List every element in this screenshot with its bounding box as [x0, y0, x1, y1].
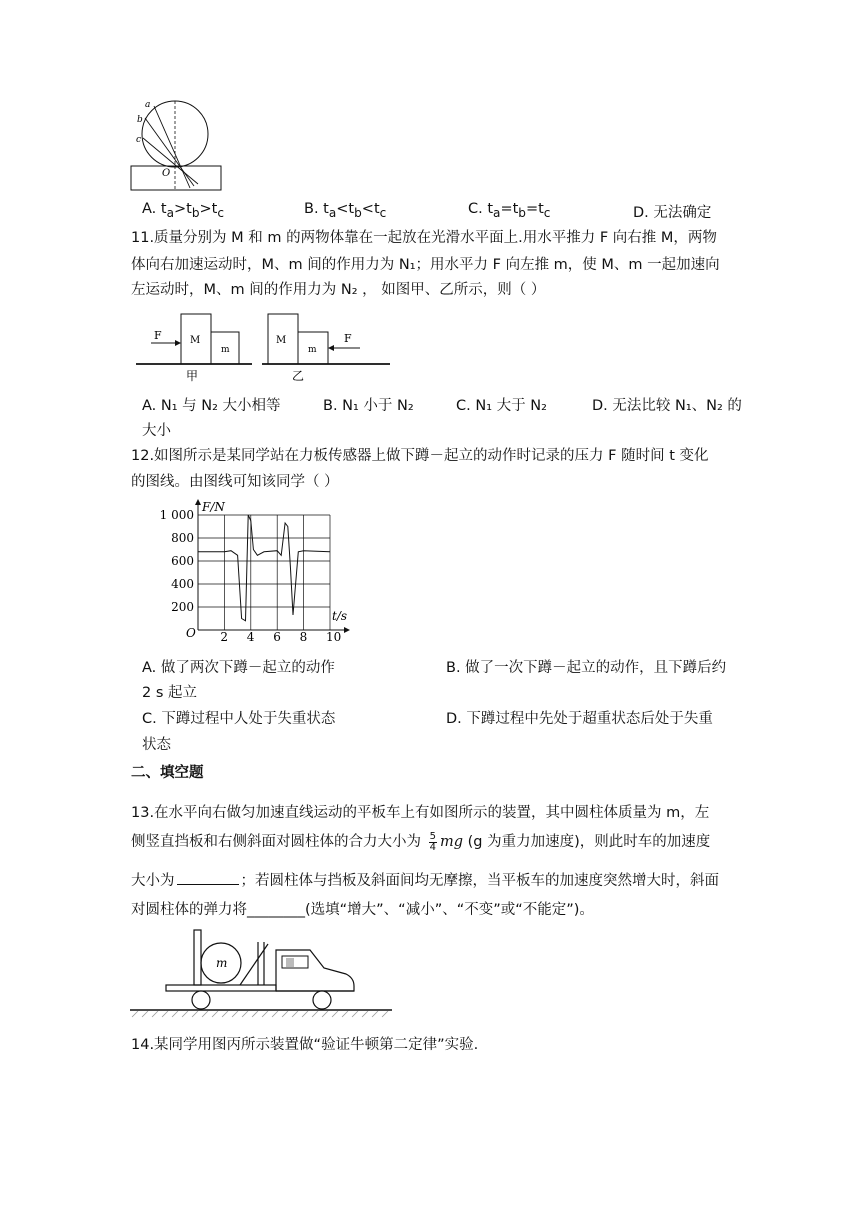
x-tick-label: 6: [273, 630, 281, 644]
sub-c: c: [543, 205, 551, 220]
q12-line-2: 的图线。由图线可知该同学（ ）: [131, 474, 339, 490]
y-tick-label: 600: [171, 554, 194, 568]
x-tick-label: 10: [326, 630, 342, 644]
var-t: t: [186, 201, 192, 217]
q12-option-d: D. 下蹲过程中先处于超重状态后处于失重: [446, 711, 713, 727]
q13-line-2-pre: 侧竖直挡板和右侧斜面对圆柱体的合力大小为: [131, 834, 421, 850]
q13-line-3: [131, 869, 719, 890]
q10-option-a: [142, 201, 224, 220]
option-letter: C.: [468, 201, 488, 217]
q10-option-b: [304, 201, 386, 220]
var-t: t: [538, 201, 544, 217]
fig10-label-O: O: [162, 168, 171, 179]
operator: <: [361, 201, 374, 217]
var-t: t: [373, 201, 380, 217]
y-axis-arrow: [195, 499, 201, 505]
fig10-label-c: c: [136, 135, 142, 145]
q11-line-2: 体向右加速运动时，M、m 间的作用力为 N₁；用水平力 F 向左推 m，使 M、m 一起加速向: [131, 257, 720, 273]
q10-figure: [128, 98, 224, 194]
q12-line-1: 12.如图所示是某同学站在力板传感器上做下蹲－起立的动作时记录的压力 F 随时间 t 变化: [131, 448, 709, 464]
q13-line-2-post: (g 为重力加速度)，则此时车的加速度: [463, 834, 711, 850]
y-tick-label: 400: [171, 577, 194, 591]
option-letter: D.: [633, 205, 654, 221]
q11-option-a: A. N₁ 与 N₂ 大小相等: [142, 398, 281, 414]
force-time-chart: [152, 496, 362, 644]
q11-option-d: D. 无法比较 N₁、N₂ 的: [592, 398, 742, 414]
chart-origin: O: [186, 626, 196, 640]
q13-figure: [128, 922, 396, 1022]
q13-line-3-post: ；若圆柱体与挡板及斜面间均无摩擦，当平板车的加速度突然增大时，斜面: [240, 873, 719, 889]
operator: >: [173, 201, 187, 217]
q11-option-c: C. N₁ 大于 N₂: [456, 398, 547, 414]
fig13-label-m: m: [216, 956, 228, 970]
chart-series-line: [198, 515, 330, 621]
q11-option-d-cont: 大小: [142, 423, 171, 439]
y-tick-label: 1 000: [159, 508, 194, 522]
fig10-label-b: b: [137, 115, 143, 125]
y-tick-label: 800: [171, 531, 194, 545]
q12-option-a: A. 做了两次下蹲－起立的动作: [142, 660, 335, 676]
frac-num: 5: [429, 830, 436, 842]
q11-figure: [134, 306, 394, 388]
option-letter: A.: [142, 201, 161, 217]
answer-blank-1[interactable]: [177, 870, 239, 885]
mg-symbol: mg: [439, 834, 464, 850]
chart-grid: [198, 515, 330, 630]
q12-option-d-cont: 状态: [142, 737, 171, 753]
q11-line-3: 左运动时，M、m 间的作用力为 N₂ ， 如图甲、乙所示，则（ ）: [131, 282, 546, 298]
sub-b: b: [191, 205, 200, 220]
chart-xlabel: t/s: [332, 609, 348, 623]
q11-line-1: 11.质量分别为 M 和 m 的两物体靠在一起放在光滑水平面上.用水平推力 F 向右推 M，两物: [131, 230, 717, 246]
sub-c: c: [217, 205, 224, 220]
q10-option-c: [468, 201, 550, 220]
q10-option-d: [633, 201, 711, 222]
fig11-left-F: F: [154, 329, 162, 342]
fig10-label-a: a: [145, 100, 151, 110]
fig11-left-m: m: [221, 345, 230, 355]
operator: >: [199, 201, 212, 217]
q14-line-1: 14.某同学用图丙所示装置做“验证牛顿第二定律”实验.: [131, 1037, 479, 1053]
y-tick-label: 200: [171, 600, 194, 614]
q13-line-2: [131, 830, 710, 853]
x-tick-label: 4: [246, 630, 255, 644]
fraction-five-quarters: [429, 832, 437, 853]
section-heading: 二、填空题: [131, 765, 204, 781]
fig11-left-label: 甲: [186, 369, 199, 383]
q12-option-b-cont: 2 s 起立: [142, 685, 197, 701]
option-letter: B.: [304, 201, 324, 217]
option-text: 无法确定: [653, 205, 712, 221]
chart-ylabel: F/N: [202, 500, 225, 514]
q13-line-4: 对圆柱体的弹力将________(选填“增大”、“减小”、“不变”或“不能定”)。: [131, 902, 594, 918]
q13-line-1: 13.在水平向右做匀加速直线运动的平板车上有如图所示的装置，其中圆柱体质量为 m，左: [131, 805, 710, 821]
fig11-right-F: F: [344, 332, 352, 345]
sub-a: a: [493, 205, 501, 220]
sub-a: a: [166, 205, 174, 220]
chart-axes: [195, 499, 350, 633]
var-t: t: [211, 201, 218, 217]
fig11-left-M: M: [190, 335, 201, 346]
q12-option-c: C. 下蹲过程中人处于失重状态: [142, 711, 336, 727]
operator: =: [525, 201, 539, 217]
operator: <: [336, 201, 349, 217]
sub-c: c: [379, 205, 387, 220]
x-tick-label: 2: [220, 630, 229, 644]
q13-line-3-pre: 大小为: [131, 873, 175, 889]
var-t: t: [348, 201, 355, 217]
fig11-right-M: M: [276, 335, 287, 346]
x-axis-arrow: [344, 627, 350, 633]
q12-option-b: B. 做了一次下蹲－起立的动作，且下蹲后约: [446, 660, 727, 676]
fig11-right-m: m: [308, 345, 317, 355]
var-t: t: [487, 201, 494, 217]
sub-b: b: [518, 205, 526, 220]
q11-option-b: B. N₁ 小于 N₂: [323, 398, 414, 414]
operator: =: [500, 201, 513, 217]
var-t: t: [160, 201, 167, 217]
var-t: t: [323, 201, 329, 217]
fig11-right-label: 乙: [292, 369, 305, 383]
sub-a: a: [328, 205, 337, 220]
x-tick-label: 8: [299, 630, 308, 644]
frac-den: 4: [429, 841, 436, 853]
sub-b: b: [354, 205, 362, 220]
var-t: t: [512, 201, 519, 217]
